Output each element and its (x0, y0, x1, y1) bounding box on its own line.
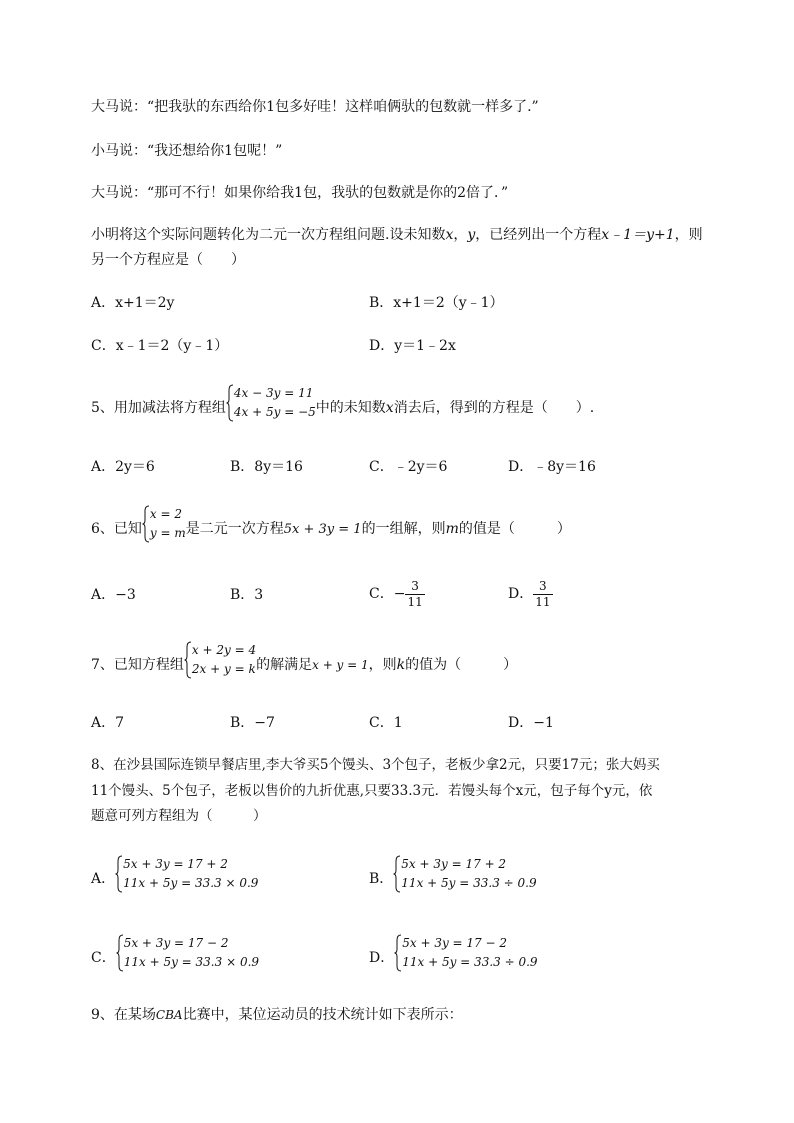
brace-icon (116, 934, 124, 972)
brace-icon (115, 855, 123, 893)
comma: ， (453, 227, 468, 243)
question-7-stem (91, 641, 517, 689)
stem-text: 7、已知方程组 (91, 657, 184, 673)
q8-option-a[interactable] (91, 855, 258, 903)
q7-option-b[interactable]: B．−7 (230, 715, 275, 731)
brace-icon (393, 855, 401, 893)
q6-option-d[interactable] (508, 575, 553, 613)
stem-text: 的值为（ ） (405, 657, 518, 673)
stem-text: 小明将这个实际问题转化为二元一次方程组问题.设未知数 (91, 227, 446, 243)
brace-icon (184, 641, 192, 679)
stem-text: 的一组解，则 (361, 521, 446, 537)
q4-option-b[interactable]: B．x+1＝2（y﹣1） (369, 295, 504, 311)
fraction-denominator: 11 (535, 594, 551, 609)
equation-row-2: 2x + y = k (191, 662, 256, 676)
stem-text: 比赛中，某位运动员的技术统计如下表所示： (182, 1007, 463, 1023)
solution-system (142, 505, 186, 553)
question-8-stem-line1: 8、在沙县国际连锁早餐店里,李大爷买5个馒头、3个包子，老板少拿2元，只要17元；张大妈买 (91, 757, 660, 773)
equation-row-1: 5x + 3y = 17 + 2 (123, 857, 228, 871)
question-4-stem (91, 225, 703, 245)
q4-option-d[interactable]: D．y＝1﹣2x (369, 338, 456, 354)
stem-text: 消去后，得到的方程是（ ）. (393, 400, 595, 416)
equation-system (394, 934, 537, 982)
option-label: D． (369, 950, 395, 966)
equation-row-2: 11x + 5y = 33.3 × 0.9 (123, 955, 260, 969)
stem-text: 9、在某场 (91, 1007, 156, 1023)
q4-option-a[interactable]: A．x+1＝2y (91, 295, 175, 311)
equation-row-2: 11x + 5y = 33.3 × 0.9 (123, 876, 259, 890)
var-k: k (396, 657, 406, 673)
q6-option-c[interactable] (369, 575, 425, 613)
stem-text: 是二元一次方程 (185, 521, 284, 537)
equation-system (226, 384, 316, 432)
given-equation: x﹣1＝y+1 (601, 227, 675, 243)
equation-row-1: 5x + 3y = 17 + 2 (401, 857, 507, 871)
question-4-stem-line2: 另一个方程应是（ ） (91, 252, 245, 268)
stem-text: 中的未知数 (315, 400, 386, 416)
stem-text: 6、已知 (91, 521, 142, 537)
q8-option-c[interactable] (91, 934, 259, 982)
equation-system (184, 641, 256, 689)
question-6-stem (91, 505, 571, 553)
brace-icon (394, 934, 402, 972)
q7-option-d[interactable]: D．−1 (508, 715, 554, 731)
q4-option-c[interactable]: C．x﹣1＝2（y﹣1） (91, 338, 229, 354)
equation-row-1: x + 2y = 4 (191, 643, 257, 657)
option-label: A． (91, 871, 116, 887)
q7-option-a[interactable]: A．7 (91, 715, 125, 731)
q8-option-b[interactable] (369, 855, 537, 903)
fraction-numerator: 3 (533, 579, 552, 595)
question-5-stem (91, 384, 594, 432)
condition-equation: x + y = 1 (312, 658, 369, 672)
question-8-stem-line2: 11个馒头、5个包子，老板以售价的九折优惠,只要33.3元．若馒头每个x元，包子每个y元，依 (91, 783, 653, 799)
fraction-numerator: 3 (405, 579, 424, 595)
equation-row-2: 11x + 5y = 33.3 ÷ 0.9 (401, 876, 537, 890)
stem-text: 的值是（ ） (458, 521, 571, 537)
option-label: C． (91, 950, 116, 966)
var-m: m (445, 521, 459, 537)
var-y: y (467, 227, 476, 243)
q5-option-b[interactable]: B．8y＝16 (230, 459, 303, 475)
question-8-stem-line3: 题意可列方程组为（ ） (91, 808, 267, 824)
equation-row-2: 11x + 5y = 33.3 ÷ 0.9 (402, 955, 538, 969)
q8-option-d[interactable] (369, 934, 538, 982)
var-x: x (385, 400, 394, 416)
equation-system (116, 934, 259, 982)
given-equation: 5x + 3y = 1 (283, 522, 362, 537)
equation-row-1: x = 2 (149, 507, 183, 521)
option-label: C．− (369, 586, 406, 602)
q6-option-b[interactable]: B．3 (230, 587, 264, 603)
brace-icon (142, 505, 150, 543)
fraction-denominator: 11 (407, 594, 423, 609)
q5-option-a[interactable]: A．2y＝6 (91, 459, 155, 475)
stem-text: ，则 (368, 657, 397, 673)
brace-icon (226, 384, 234, 422)
option-label: D． (508, 586, 534, 602)
story-line-3: 大马说：“那可不行！如果你给我1包，我驮的包数就是你的2倍了．” (91, 185, 509, 201)
story-line-2: 小马说：“我还想给你1包呢！” (91, 143, 283, 159)
equation-system (393, 855, 536, 903)
question-9-stem (91, 1005, 463, 1025)
q7-option-c[interactable]: C．1 (369, 715, 403, 731)
q5-option-c[interactable]: C．﹣2y＝6 (369, 459, 448, 475)
q6-option-a[interactable]: A．−3 (91, 587, 136, 603)
equation-row-1: 5x + 3y = 17 − 2 (402, 936, 508, 950)
equation-system (115, 855, 258, 903)
equation-row-2: 4x + 5y = −5 (233, 405, 316, 419)
stem-text: ，已经列出一个方程 (475, 227, 602, 243)
equation-row-1: 4x − 3y = 11 (233, 386, 314, 400)
fraction (533, 579, 552, 610)
equation-row-1: 5x + 3y = 17 − 2 (123, 936, 229, 950)
stem-text: ，则 (674, 227, 703, 243)
league-abbreviation: CBA (155, 1008, 183, 1022)
stem-text: 5、用加减法将方程组 (91, 400, 226, 416)
option-label: B． (369, 871, 394, 887)
fraction (405, 579, 424, 610)
equation-row-2: y = m (149, 526, 186, 540)
q5-option-d[interactable]: D．﹣8y＝16 (508, 459, 596, 475)
stem-text: 的解满足 (256, 657, 313, 673)
var-x: x (445, 227, 454, 243)
story-line-1: 大马说：“把我驮的东西给你1包多好哇！这样咱俩驮的包数就一样多了.” (91, 99, 539, 115)
